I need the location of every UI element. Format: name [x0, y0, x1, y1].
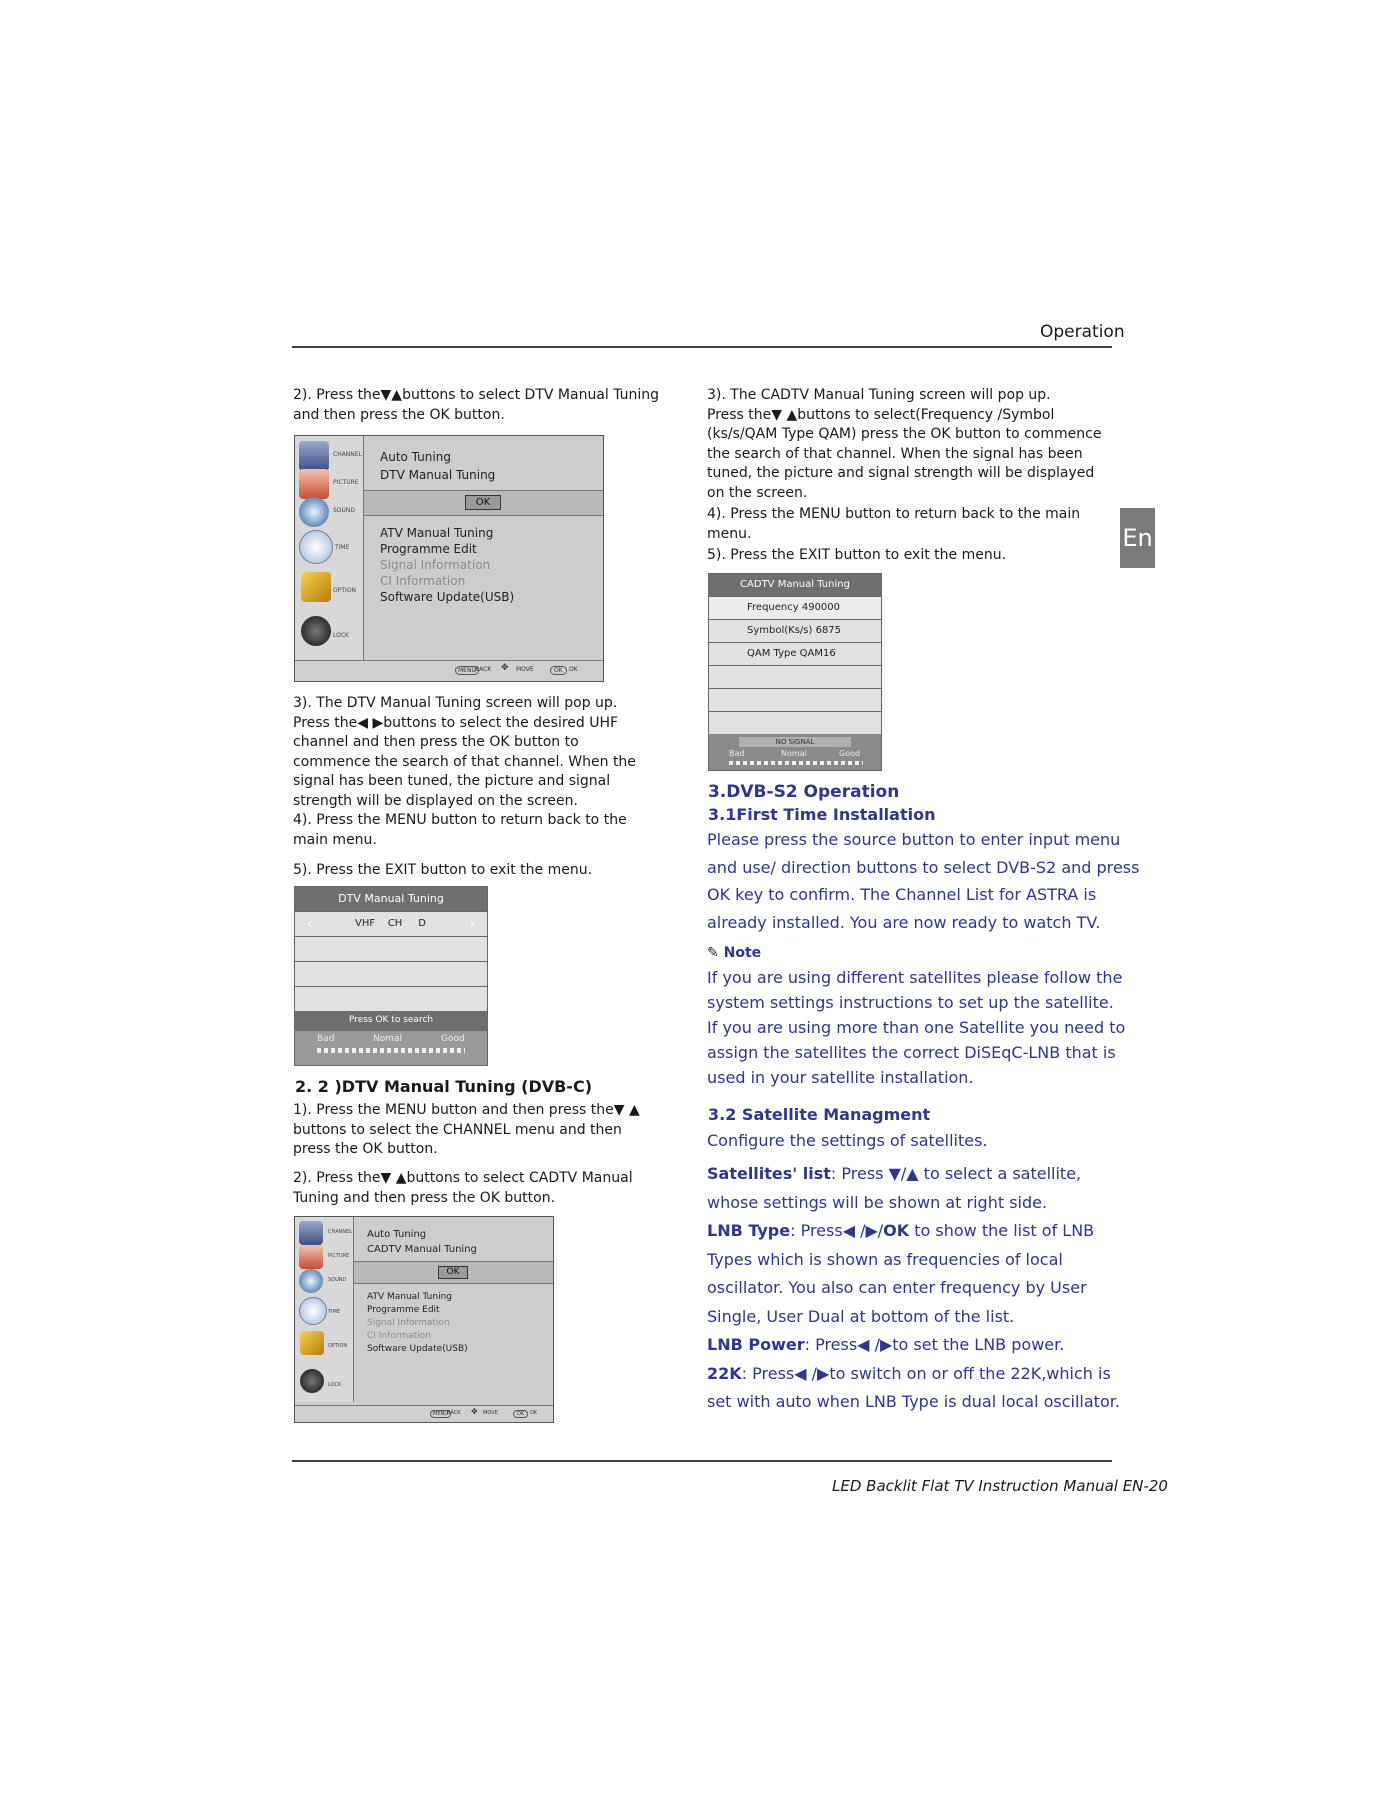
left-arrow-icon[interactable]: ‹	[307, 916, 313, 932]
ok-key-icon: OK	[550, 666, 567, 675]
menu-option[interactable]: ATV Manual Tuning	[380, 526, 494, 540]
right-arrow-icon[interactable]: ›	[469, 916, 475, 932]
move-icon: ✥	[471, 1407, 478, 1416]
channel-menu-screen-2	[294, 1216, 554, 1423]
cadtv-tuning-screen	[708, 573, 882, 771]
text-line: Please press the source button to enter input menu	[707, 830, 1121, 849]
sidebar-label: TIME	[335, 544, 350, 551]
menu-option[interactable]: Programme Edit	[367, 1305, 440, 1315]
menu-option: Signal Information	[367, 1318, 450, 1328]
text-line: OK key to confirm. The Channel List for ASTRA is	[707, 885, 1097, 904]
cadtv-step5: 5). Press the EXIT button to exit the menu.	[707, 547, 1007, 563]
sidebar-label: CHANNEL	[328, 1229, 353, 1235]
channel-row[interactable]	[295, 911, 487, 936]
hint-move: MOVE	[516, 666, 534, 673]
text-line: already installed. You are now ready to watch TV.	[707, 912, 1101, 932]
lock-icon	[300, 1369, 324, 1393]
signal-bar-area	[295, 1031, 487, 1065]
menu-option: CI Information	[367, 1331, 431, 1341]
note-label	[707, 945, 761, 961]
sidebar-label: LOCK	[333, 632, 349, 639]
menu-option: CI Information	[380, 574, 466, 588]
header-rule	[292, 346, 1112, 348]
text-line: system settings instructions to set up the satellite.	[707, 993, 1114, 1012]
menu-hint-bar	[295, 1405, 553, 1422]
label-bold: LNB Power	[707, 1335, 805, 1354]
text-line: 2). Press the▼▲buttons to select DTV Manual Tuning	[293, 387, 660, 403]
signal-panel	[709, 734, 881, 770]
channel-value: VHF CH D	[355, 918, 426, 929]
ok-button[interactable]: OK	[438, 1266, 468, 1279]
sidebar-label: OPTION	[328, 1343, 348, 1349]
hint-back: BACK	[447, 1410, 461, 1416]
option-icon	[300, 1331, 324, 1355]
text-line: main menu.	[293, 831, 377, 848]
text-line: on the screen.	[707, 484, 808, 501]
signal-panel	[295, 1011, 487, 1065]
language-tab: En	[1120, 508, 1155, 568]
page-footer: LED Backlit Flat TV Instruction Manual EN-20	[832, 1477, 1168, 1495]
pencil-icon: ✎	[707, 945, 719, 961]
text-line: 2). Press the▼ ▲buttons to select CADTV Manual	[293, 1170, 633, 1186]
move-icon: ✥	[501, 663, 509, 673]
text-line: used in your satellite installation.	[707, 1068, 974, 1087]
sidebar-label: PICTURE	[333, 479, 359, 486]
menu-option[interactable]: Software Update(USB)	[367, 1344, 468, 1354]
symbol-rate-row[interactable]: Symbol(Ks/s) 6875	[709, 619, 881, 642]
label-bold: LNB Type	[707, 1221, 791, 1240]
text-line: Press the▼ ▲buttons to select(Frequency /Symbol	[707, 406, 1055, 423]
text-line: (ks/s/QAM Type QAM) press the OK button to commence	[707, 426, 1102, 442]
menu-option[interactable]: Programme Edit	[380, 542, 477, 556]
sound-icon	[299, 497, 329, 527]
text-line: : Press◀ /▶to switch on or off the 22K,which is	[741, 1363, 1111, 1383]
text-line: and then press the OK button.	[293, 406, 505, 423]
empty-row	[295, 961, 487, 986]
text-line: Tuning and then press the OK button.	[293, 1189, 556, 1206]
text-line: whose settings will be shown at right side.	[707, 1192, 1048, 1212]
menu-option-selected[interactable]: CADTV Manual Tuning	[367, 1244, 477, 1255]
qam-type-row[interactable]: QAM Type QAM16	[709, 642, 881, 665]
text-line: 1). Press the MENU button and then press the▼ ▲	[293, 1102, 640, 1118]
level-label: Bad	[317, 1034, 335, 1044]
empty-row	[295, 986, 487, 1011]
sidebar-label: SOUND	[333, 507, 356, 514]
hint-ok: OK	[530, 1410, 538, 1416]
text-line: Single, User Dual at bottom of the list.	[707, 1306, 1015, 1326]
text-line: If you are using more than one Satellite you need to	[707, 1018, 1126, 1037]
text-line: : Press ▼/▲ to select a satellite,	[830, 1164, 1082, 1183]
text-line: signal has been tuned, the picture and signal	[293, 773, 611, 789]
dvbc-step1	[293, 1101, 683, 1160]
satellite-heading: 3.2 Satellite Managment	[708, 1105, 931, 1124]
text-line: commence the search of that channel. When the	[293, 753, 636, 770]
text-line: set with auto when LNB Type is dual local oscillator.	[707, 1392, 1120, 1411]
text-line: and use/ direction buttons to select DVB-S2 and press	[707, 857, 1140, 877]
text-line: Press the◀ ▶buttons to select the desired UHF	[293, 714, 619, 731]
text-line: buttons to select the CHANNEL menu and then	[293, 1121, 622, 1138]
dvbc-heading: 2. 2 )DTV Manual Tuning (DVB-C)	[295, 1077, 592, 1096]
first-install-heading: 3.1First Time Installation	[708, 805, 936, 824]
menu-option-selected[interactable]: DTV Manual Tuning	[380, 468, 496, 482]
tuning-title: CADTV Manual Tuning	[709, 574, 881, 596]
ok-button[interactable]: OK	[465, 495, 501, 510]
hint-move: MOVE	[483, 1410, 498, 1416]
sidebar-label: PICTURE	[328, 1253, 350, 1259]
note-text	[707, 965, 1147, 1090]
text-line: assign the satellites the correct DiSEqC-LNB that is	[707, 1043, 1116, 1062]
text-line: menu.	[707, 525, 752, 542]
signal-strength-bar	[317, 1048, 465, 1053]
satellite-settings	[707, 1160, 1157, 1417]
menu-key-icon: MENU	[455, 666, 479, 675]
menu-option[interactable]: Auto Tuning	[367, 1229, 427, 1240]
label-bold: 22K	[707, 1363, 742, 1383]
menu-option[interactable]: Software Update(USB)	[380, 590, 515, 604]
label-bold: Satellites' list	[707, 1164, 831, 1183]
satellite-intro: Configure the settings of satellites.	[707, 1131, 988, 1150]
signal-status: NO SIGNAL	[739, 737, 851, 747]
signal-strength-bar	[729, 761, 863, 765]
channel-icon	[299, 441, 329, 471]
dvbc-step2	[293, 1169, 683, 1208]
text-line: Types which is shown as frequencies of local	[707, 1249, 1063, 1269]
section-title: Operation	[1040, 322, 1125, 342]
text-line: oscillator. You also can enter frequency by User	[707, 1278, 1087, 1297]
text-line: strength will be displayed on the screen.	[293, 792, 578, 809]
sidebar-label: OPTION	[333, 587, 356, 594]
cadtv-step4	[707, 505, 1127, 544]
text-line: tuned, the picture and signal strength will be displayed	[707, 465, 1095, 481]
sidebar-label: TIME	[328, 1309, 341, 1315]
level-label: Good	[441, 1034, 465, 1044]
first-install-text	[707, 826, 1147, 936]
empty-row	[709, 665, 881, 688]
menu-key-icon: MENU	[430, 1410, 451, 1418]
option-icon	[301, 572, 331, 602]
dtv-tuning-screen	[294, 886, 488, 1066]
text-line: 3). The DTV Manual Tuning screen will pop up.	[293, 695, 618, 711]
menu-option[interactable]: ATV Manual Tuning	[367, 1292, 452, 1302]
picture-icon	[299, 469, 329, 499]
level-label: Nomal	[781, 749, 807, 758]
text-line: : Press◀ /▶/	[790, 1221, 884, 1240]
empty-row	[709, 711, 881, 734]
text-line: 4). Press the MENU button to return back to the main	[707, 506, 1081, 522]
dtv-step5: 5). Press the EXIT button to exit the menu.	[293, 862, 593, 878]
sound-icon	[299, 1269, 323, 1293]
clock-icon	[299, 530, 333, 564]
sidebar-label: SOUND	[328, 1277, 347, 1283]
hint-ok: OK	[569, 666, 578, 673]
menu-option[interactable]: Auto Tuning	[380, 450, 451, 464]
hint-back: BACK	[475, 666, 492, 673]
menu-option: Signal Information	[380, 558, 491, 572]
level-label: Bad	[729, 749, 745, 758]
dtv-step3	[293, 694, 673, 811]
text-line: press the OK button.	[293, 1141, 438, 1157]
clock-icon	[299, 1297, 327, 1325]
dtv-step2	[293, 386, 673, 425]
dvbs2-heading: 3.DVB-S2 Operation	[708, 782, 900, 802]
channel-icon	[299, 1221, 323, 1245]
cadtv-step3	[707, 386, 1127, 503]
channel-menu-screen-1	[294, 435, 604, 682]
picture-icon	[299, 1245, 323, 1269]
text-line: 3). The CADTV Manual Tuning screen will pop up.	[707, 387, 1051, 403]
sidebar-label: LOCK	[328, 1382, 342, 1388]
text-line: 4). Press the MENU button to return back to the	[293, 812, 627, 828]
text-line: : Press◀ /▶to set the LNB power.	[804, 1335, 1065, 1354]
tuning-title: DTV Manual Tuning	[295, 887, 487, 911]
menu-hint-bar	[295, 660, 603, 681]
note-label-text: Note	[723, 945, 762, 961]
label-bold: OK	[883, 1221, 910, 1240]
sidebar-label: CHANNEL	[333, 451, 362, 458]
text-line: If you are using different satellites please follow the	[707, 968, 1123, 987]
footer-rule	[292, 1460, 1112, 1462]
level-label: Good	[839, 749, 861, 758]
dtv-step4	[293, 811, 673, 850]
search-prompt: Press OK to search	[348, 1015, 434, 1025]
empty-row	[709, 688, 881, 711]
empty-row	[295, 936, 487, 961]
lock-icon	[301, 616, 331, 646]
level-label: Nomal	[373, 1034, 403, 1044]
text-line: to show the list of LNB	[909, 1221, 1095, 1240]
frequency-row[interactable]: Frequency 490000	[709, 596, 881, 619]
text-line: the search of that channel. When the signal has been	[707, 445, 1083, 462]
text-line: channel and then press the OK button to	[293, 734, 579, 750]
ok-key-icon: OK	[513, 1410, 528, 1418]
